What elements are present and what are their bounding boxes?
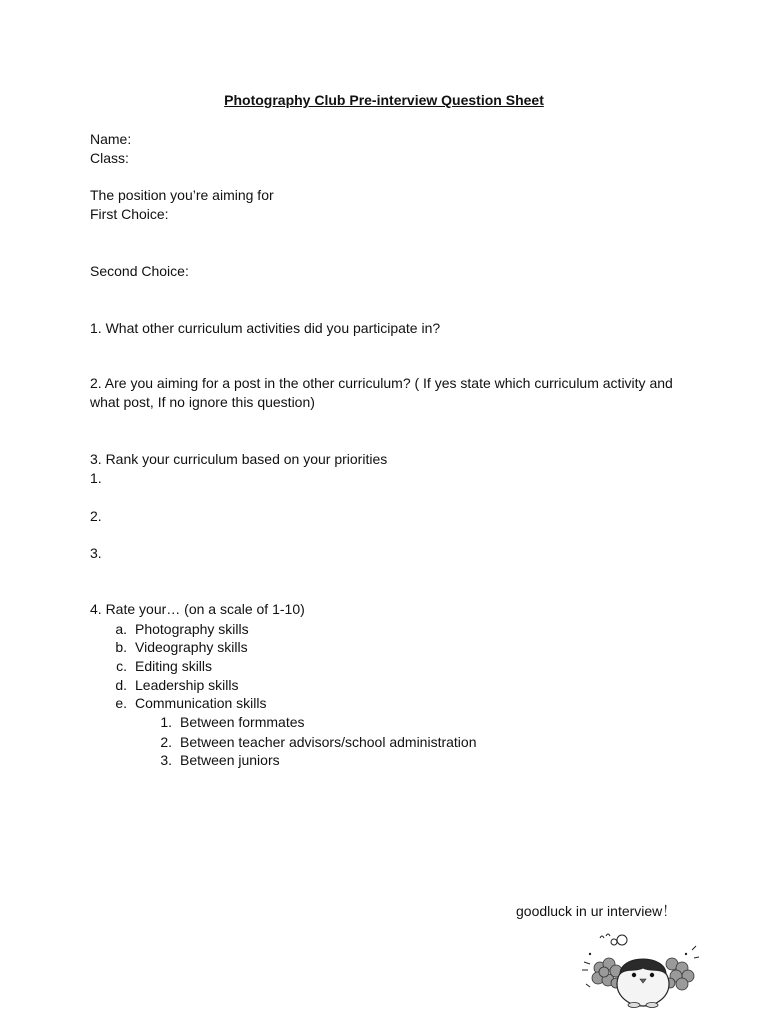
- question-3: 3. Rank your curriculum based on your priorities: [90, 451, 388, 467]
- rating-item-label: Photography skills: [135, 621, 249, 637]
- rating-item-editing: [105, 657, 212, 675]
- cheering-penguin-mascot-icon: [576, 928, 700, 1010]
- list-marker: a.: [115, 621, 127, 637]
- class-field-label: Class:: [90, 150, 129, 166]
- rating-item-communication: [105, 694, 266, 712]
- rating-item-label: Communication skills: [135, 695, 267, 711]
- second-choice-label: Second Choice:: [90, 263, 189, 279]
- rank-item-2: 2.: [90, 508, 102, 524]
- question-1: 1. What other curriculum activities did you participate in?: [90, 320, 441, 336]
- rating-item-photography: [105, 620, 249, 638]
- communication-subitem-formmates: [150, 713, 305, 731]
- first-choice-label: First Choice:: [90, 206, 169, 222]
- rating-item-leadership: [105, 676, 239, 694]
- rating-item-label: Videography skills: [135, 639, 248, 655]
- rank-item-3: 3.: [90, 545, 102, 561]
- communication-subitem-juniors: [150, 751, 280, 769]
- rank-item-1: 1.: [90, 470, 102, 486]
- list-marker: c.: [116, 658, 127, 674]
- list-marker: b.: [115, 639, 127, 655]
- communication-subitem-teachers: [150, 733, 477, 751]
- goodluck-message: goodluck in ur interview！: [516, 903, 677, 919]
- question-2: 2. Are you aiming for a post in the other curriculum? ( If yes state which curriculum activity and what post, If no ignore this question): [90, 375, 673, 410]
- name-field-label: Name:: [90, 131, 132, 147]
- list-marker: 1.: [160, 714, 172, 730]
- communication-subitem-label: Between formmates: [180, 714, 305, 730]
- rating-item-label: Editing skills: [135, 658, 213, 674]
- list-marker: 2.: [160, 734, 172, 750]
- rating-item-label: Leadership skills: [135, 677, 239, 693]
- communication-subitem-label: Between teacher advisors/school administration: [180, 734, 477, 750]
- rating-item-videography: [105, 638, 248, 656]
- list-marker: d.: [115, 677, 127, 693]
- position-intro: The position you’re aiming for: [90, 187, 274, 203]
- question-4: 4. Rate your… (on a scale of 1-10): [90, 601, 305, 617]
- communication-subitem-label: Between juniors: [180, 752, 280, 768]
- list-marker: e.: [115, 695, 127, 711]
- list-marker: 3.: [160, 752, 172, 768]
- page-title: Photography Club Pre-interview Question Sheet: [224, 92, 544, 108]
